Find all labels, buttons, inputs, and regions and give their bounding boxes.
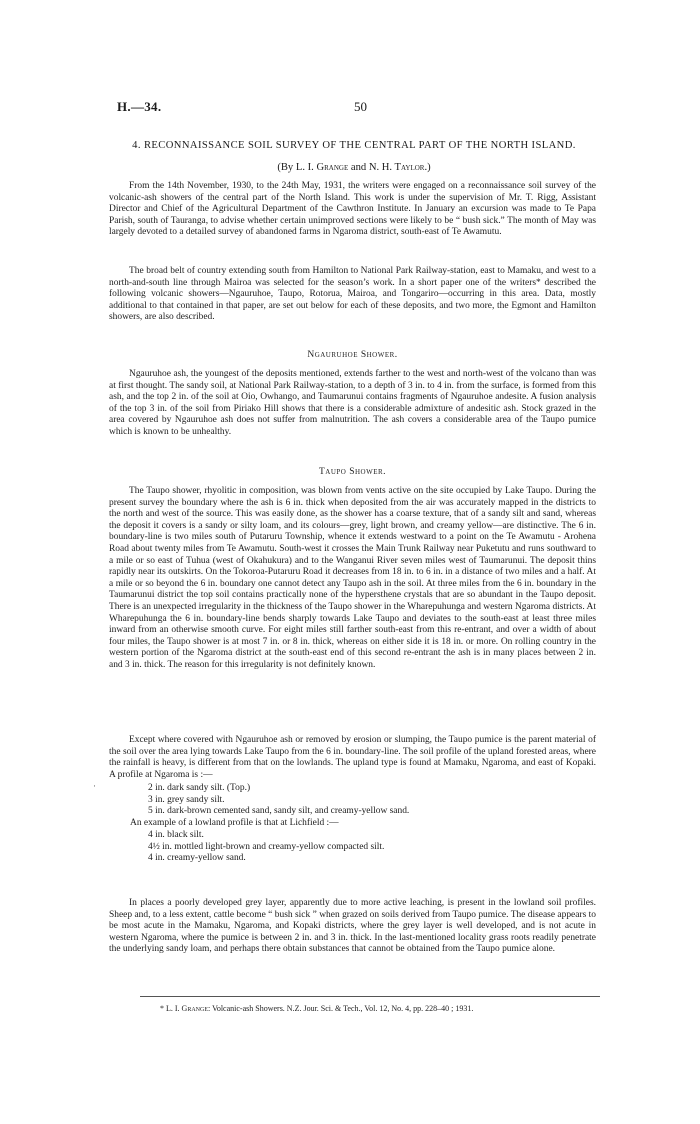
list-item: 4 in. creamy-yellow sand.	[148, 853, 246, 864]
margin-mark: ·	[93, 781, 96, 791]
heading-taupo: Taupo Shower.	[318, 467, 387, 477]
byline-and: and	[348, 162, 369, 173]
footnote-divider	[140, 996, 600, 997]
paragraph-text: The broad belt of country extending south from Hamilton to National Park Railway-station, east to Mamaku, and west to a north-and-south line through Mairoa was selected for the season’s work. In a short paper one of the writers* described the following volcanic showers—Ngauruhoe, Taupo, Rotorua, Mairoa, and Tongariro—occurring in this area. Data, mostly additional to that contained in that paper, are set out below for each of these deposits, and two more, the Egmont and Hamilton showers, are also described.	[109, 266, 596, 323]
author-taylor: N. H. Taylor	[368, 162, 425, 173]
page-number: 50	[354, 99, 367, 114]
intro-paragraph-2	[109, 266, 596, 324]
list-item: 3 in. grey sandy silt.	[148, 794, 225, 805]
footnote-author: L. I. Grange	[166, 1004, 208, 1013]
taupo-paragraph-2	[109, 735, 596, 781]
report-code: H.—34.	[117, 99, 162, 114]
list-item: 4½ in. mottled light-brown and creamy-yellow compacted silt.	[148, 841, 385, 852]
paragraph-text: From the 14th November, 1930, to the 24th May, 1931, the writers were engaged on a reconnaissance soil survey of the volcanic-ash showers of the central part of the North Island. This work is under the supervision of Mr. T. Rigg, Assistant Director and Chief of the Agricultural Department of the Cawthron Institute. In January an excursion was made to Te Papa Parish, south of Tauranga, to advise whether certain unimproved sections were likely to be “ bush sick.” The month of May was largely devoted to a detailed survey of abandoned farms in Ngaroma district, south-east of Te Awamutu.	[109, 181, 596, 238]
lowland-intro: An example of a lowland profile is that at Lichfield :—	[130, 818, 339, 828]
footnote-text: : Volcanic-ash Showers. N.Z. Jour. Sci. & Tech., Vol. 12, No. 4, pp. 228–40 ; 1931.	[208, 1004, 474, 1013]
paragraph-text: The Taupo shower, rhyolitic in composition, was blown from vents active on the site occupied by Lake Taupo. During the present survey the boundary where the ash is 6 in. thick when deposited from the air was accurately mapped in the districts to the north and west of the source. This was easily done, as the shower has a coarse texture, that of a sandy silt and sand, whereas the deposit it covers is a sandy or silty loam, and its colours—grey, light brown, and creamy yellow—are distinctive. The 6 in. boundary-line is two miles south of Putaruru Township, whence it extends westward to a point on the Te Awamutu - Arohena Road about twenty miles from Te Awamutu. South-west it crosses the Main Trunk Railway near Puketutu and runs southward to a mile or so east of Tuhua (west of Okahukura) and to the Wanganui River seven miles west of Taumarunui. The deposit thins rapidly near its outskirts. On the Tokoroa-Putaruru Road it decreases from 18 in. to 6 in. in a distance of two miles and a half. At a mile or so beyond the 6 in. boundary one cannot detect any Taupo ash in the soil. At three miles from the 6 in. boundary in the Taumarunui district the top soil contains practically none of the hypersthene crystals that are so abundant in the Taupo deposit. There is an unexpected irregularity in the thickness of the Taupo shower in the Wharepuhunga and western Ngaroma districts. At Wharepuhunga the 6 in. boundary-line bends sharply towards Lake Taupo and deviates to the south-east at least three miles inward from an otherwise smooth curve. For eight miles still farther south-east from this re-entrant, and over a width of about four miles, the Taupo shower is at most 7 in. or 8 in. thick, whereas on either side it is 18 in. or more. On rolling country in the western portion of the Ngaroma district at the south-east end of this second re-entrant the ash is in many places between 2 in. and 3 in. thick. The reason for this irregularity is not definitely known.	[109, 486, 596, 670]
intro-paragraph-1	[109, 181, 596, 239]
paragraph-text: Ngauruhoe ash, the youngest of the deposits mentioned, extends farther to the west and north-west of the volcano than was at first thought. The sandy soil, at National Park Railway-station, to a depth of 3 in. to 4 in. from the surface, is formed from this ash, and the top 2 in. of the soil at Oio, Owhango, and Taumarunui contains fragments of Ngauruhoe andesite. A fusion analysis of the top 3 in. of the soil from Piriako Hill shows that there is a considerable admixture of andesitic ash. Stock grazed in the area covered by Ngauruhoe ash does not suffer from malnutrition. The ash covers a considerable area of the Taupo pumice which is known to be unhealthy.	[109, 369, 596, 437]
taupo-paragraph-1	[109, 486, 596, 672]
list-item: 2 in. dark sandy silt. (Top.)	[148, 783, 251, 793]
author-grange: L. I. Grange	[295, 162, 349, 173]
list-item: 4 in. black silt.	[148, 830, 204, 840]
ngauruhoe-paragraph	[109, 369, 596, 439]
footnote	[160, 1004, 473, 1013]
taupo-paragraph-3	[109, 898, 596, 956]
section-title: 4. RECONNAISSANCE SOIL SURVEY OF THE CENTRAL PART OF THE NORTH ISLAND.	[132, 140, 576, 151]
list-item: 5 in. dark-brown cemented sand, sandy silt, and creamy-yellow sand.	[148, 806, 410, 817]
byline-open: (By	[277, 162, 296, 173]
footnote-star: *	[160, 1004, 166, 1013]
byline	[104, 162, 604, 173]
upland-profile-list	[148, 783, 409, 818]
lowland-profile-list	[148, 830, 384, 865]
heading-ngauruhoe: Ngauruhoe Shower.	[307, 350, 398, 360]
paragraph-text: In places a poorly developed grey layer, apparently due to more active leaching, is present in the lowland soil profiles. Sheep and, to a less extent, cattle become “ bush sick ” when grazed on soils derived from Taupo pumice. The disease appears to be most acute in the Mamaku, Ngaroma, and Kopaki districts, where the grey layer is well developed, and is not acute in western Ngaroma, where the pumice is between 2 in. and 3 in. thick. In the last-mentioned locality grass roots readily penetrate the underlying sandy loam, and perhaps there obtain substances that cannot be obtained from the Taupo pumice alone.	[109, 898, 596, 955]
paragraph-text: Except where covered with Ngauruhoe ash or removed by erosion or slumping, the Taupo pumice is the parent material of the soil over the area lying towards Lake Taupo from the 6 in. boundary-line. The soil profile of the upland forested areas, where the rainfall is heavy, is different from that on the lowlands. The upland type is found at Mamaku, Ngaroma, and east of Kopaki. A profile at Ngaroma is :—	[109, 735, 596, 780]
byline-close: .)	[424, 162, 431, 173]
